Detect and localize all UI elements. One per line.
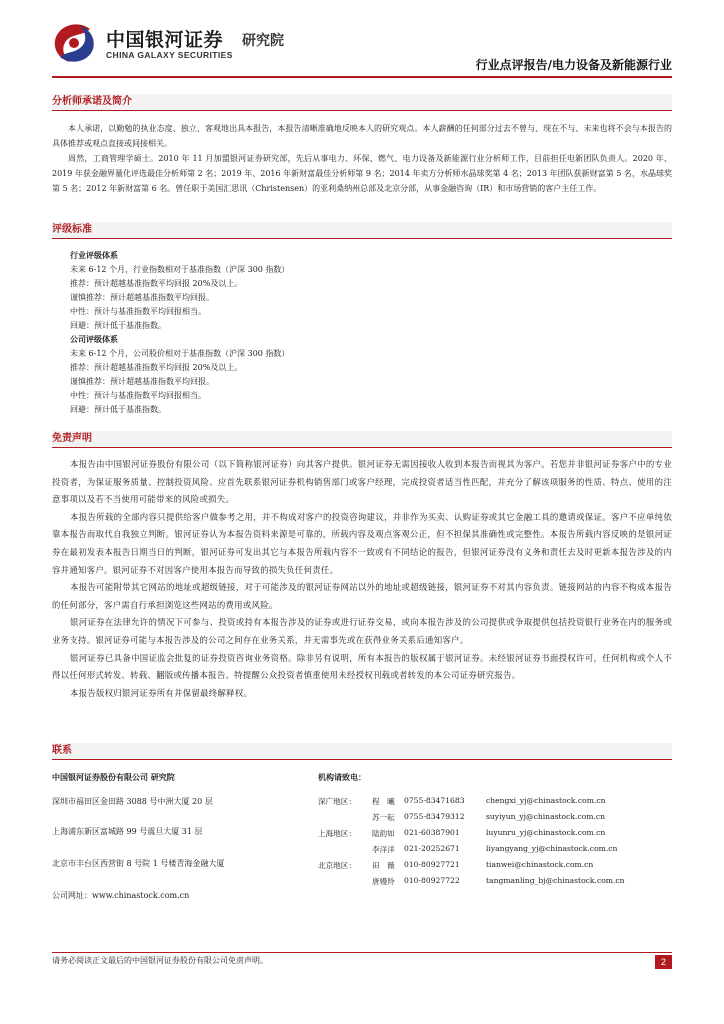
analyst-paragraph: 周然，工商管理学硕士。2010 年 11 月加盟银河证券研究部，先后从事电力、环保、燃气、电力设备及新能源行业分析师工作，目前担任电新团队负责人。2020 年、2019 年获金融界量化评选最佳分析师第 2 名；2019 年、2016 年新财富最佳分析师第 9 名；2014 年卖方分析师水晶球奖第 4 名；2013 年团队获新财富第 5 名，水晶球奖第 5 名；2012 年新财富第 6 名。曾任职于美国汇思讯（Christensen）的亚利桑纳州总部及北京分部，从事金融咨询（IR）和市场营销的客户主任工作。 [52,154,672,193]
rating-line: 未来 6-12 个月，公司股价相对于基准指数（沪深 300 指数） [70,349,290,358]
contact-email[interactable]: liyangyang_yj@chinastock.com.cn [486,844,618,853]
header-divider [52,76,672,78]
address-shenzhen: 深圳市福田区金田路 3088 号中洲大厦 20 层 [52,797,213,806]
rating-line: 未来 6-12 个月，行业指数相对于基准指数（沪深 300 指数） [70,265,290,274]
rating-line: 回避：预计低于基准指数。 [70,321,166,330]
contact-phone: 021-60387901 [404,828,460,837]
rating-line: 推荐：预计超越基准指数平均回报 20%及以上。 [70,279,243,288]
contact-email[interactable]: tianwei@chinastock.com.cn [486,860,594,869]
contact-row [318,876,672,890]
section-title-disclaimer: 免责声明 [52,431,672,448]
contacts-heading: 机构请致电： [318,773,366,782]
galaxy-logo-icon [52,21,96,65]
contact-name: 李洋洋 [372,845,395,854]
section-title-rating: 评级标准 [52,222,672,239]
footer-note: 请务必阅读正文最后的中国银河证券股份有限公司免责声明。 [52,956,268,965]
analyst-paragraph: 本人承诺，以勤勉的执业态度、独立、客观地出具本报告，本报告清晰准确地反映本人的研究观点。本人薪酬的任何部分过去不曾与、现在不与、未来也将不会与本报告的具体推荐或观点直接或间接相关。 [52,124,672,148]
contact-name: 唐嫚羚 [372,877,395,886]
rating-line: 回避：预计低于基准指数。 [70,405,166,414]
contact-region: 上海地区： [318,829,356,838]
page-number: 2 [655,955,672,969]
disclaimer-paragraph: 本报告可能附带其它网站的地址或超级链接，对于可能涉及的银河证券网站以外的地址或超级链接，银河证券不对其内容负责。链接网站的内容不构成本报告的任何部分，客户需自行承担浏览这些网站的费用或风险。 [52,582,672,610]
contact-region: 北京地区： [318,861,356,870]
analyst-text [52,121,672,196]
contact-name: 陆韵如 [372,829,395,838]
contact-phone: 010-80927722 [404,876,460,885]
contact-row [318,844,672,858]
rating-line: 谨慎推荐：预计超越基准指数平均回报。 [70,293,214,302]
address-beijing: 北京市丰台区西营街 8 号院 1 号楼青海金融大厦 [52,859,225,868]
address-shanghai: 上海浦东新区富城路 99 号震旦大厦 31 层 [52,827,203,836]
contact-name: 苏一耘 [372,813,395,822]
contact-email[interactable]: chengxi_yj@chinastock.com.cn [486,796,606,805]
company-logo [52,21,312,69]
rating-line: 谨慎推荐：预计超越基准指数平均回报。 [70,377,214,386]
report-type: 行业点评报告/电力设备及新能源行业 [475,58,672,72]
contact-phone: 010-80927721 [404,860,460,869]
contact-row [318,796,672,810]
contact-email[interactable]: tangmanling_bj@chinastock.com.cn [486,876,625,885]
company-website: 公司网址：www.chinastock.com.cn [52,891,190,900]
logo-institute: 研究院 [242,33,284,49]
contact-phone: 021-20252671 [404,844,460,853]
logo-english-name: CHINA GALAXY SECURITIES [106,50,233,60]
logo-chinese-name: 中国银河证券 [106,29,224,51]
contact-region: 深广地区： [318,797,356,806]
contact-name: 田 薇 [372,861,395,870]
disclaimer-paragraph: 本报告由中国银河证券股份有限公司（以下简称银河证券）向其客户提供。银河证券无需因接收人收到本报告而视其为客户。若您并非银河证券客户中的专业投资者，为保证服务质量、控制投资风险、应首先联系银河证券机构销售部门或客户经理，完成投资者适当性匹配，并充分了解该项服务的性质、特点、使用的注意事项以及若不当使用可能带来的风险或损失。 [52,459,672,505]
contact-email[interactable]: suyiyun_yj@chinastock.com.cn [486,812,605,821]
industry-rating-heading: 行业评级体系 [70,251,118,260]
rating-line: 推荐：预计超越基准指数平均回报 20%及以上。 [70,363,243,372]
contact-email[interactable]: luyunru_yj@chinastock.com.cn [486,828,606,837]
disclaimer-paragraph: 本报告所载的全部内容只提供给客户做参考之用，并不构成对客户的投资咨询建议，并非作为买卖、认购证券或其它金融工具的邀请或保证。客户不应单纯依靠本报告而取代自我独立判断。银河证券认为本报告资料来源是可靠的，所载内容及观点客观公正，但不担保其准确性或完整性。本报告所载内容反映的是银河证券在最初发表本报告日期当日的判断，银河证券可发出其它与本报告所载内容不一致或有不同结论的报告，但银河证券没有义务和责任去及时更新本报告涉及的内容并通知客户。银河证券不对因客户使用本报告而导致的损失负任何责任。 [52,511,672,575]
footer-divider [52,952,672,953]
rating-line: 中性：预计与基准指数平均回报相当。 [70,307,206,316]
contact-phone: 0755-83471683 [404,796,465,805]
disclaimer-paragraph: 本报告版权归银河证券所有并保留最终解释权。 [70,687,253,698]
disclaimer-paragraph: 银河证券已具备中国证监会批复的证券投资咨询业务资格。除非另有说明，所有本报告的版权属于银河证券。未经银河证券书面授权许可，任何机构或个人不得以任何形式转发、转载、翻版或传播本报告。特提醒公众投资者慎重使用未经授权刊载或者转发的本公司证券研究报告。 [52,652,672,681]
rating-line: 中性：预计与基准指数平均回报相当。 [70,391,206,400]
contact-block [52,772,672,912]
contact-phone: 0755-83479312 [404,812,465,821]
rating-standards [70,249,664,417]
contact-row [318,860,672,874]
section-title-contact: 联系 [52,743,672,760]
disclaimer-paragraph: 银河证券在法律允许的情况下可参与、投资或持有本报告涉及的证券或进行证券交易，或向本报告涉及的公司提供或争取提供包括投资银行业务在内的服务或业务支持。银河证券可能与本报告涉及的公司之间存在业务关系，并无需事先或在获得业务关系后通知客户。 [52,617,672,645]
company-name: 中国银河证券股份有限公司 研究院 [52,773,175,782]
contact-row [318,812,672,826]
contact-row [318,828,672,842]
contact-name: 程 曦 [372,797,395,806]
company-rating-heading: 公司评级体系 [70,335,118,344]
section-title-analyst: 分析师承诺及简介 [52,94,672,111]
disclaimer-text [52,456,672,702]
